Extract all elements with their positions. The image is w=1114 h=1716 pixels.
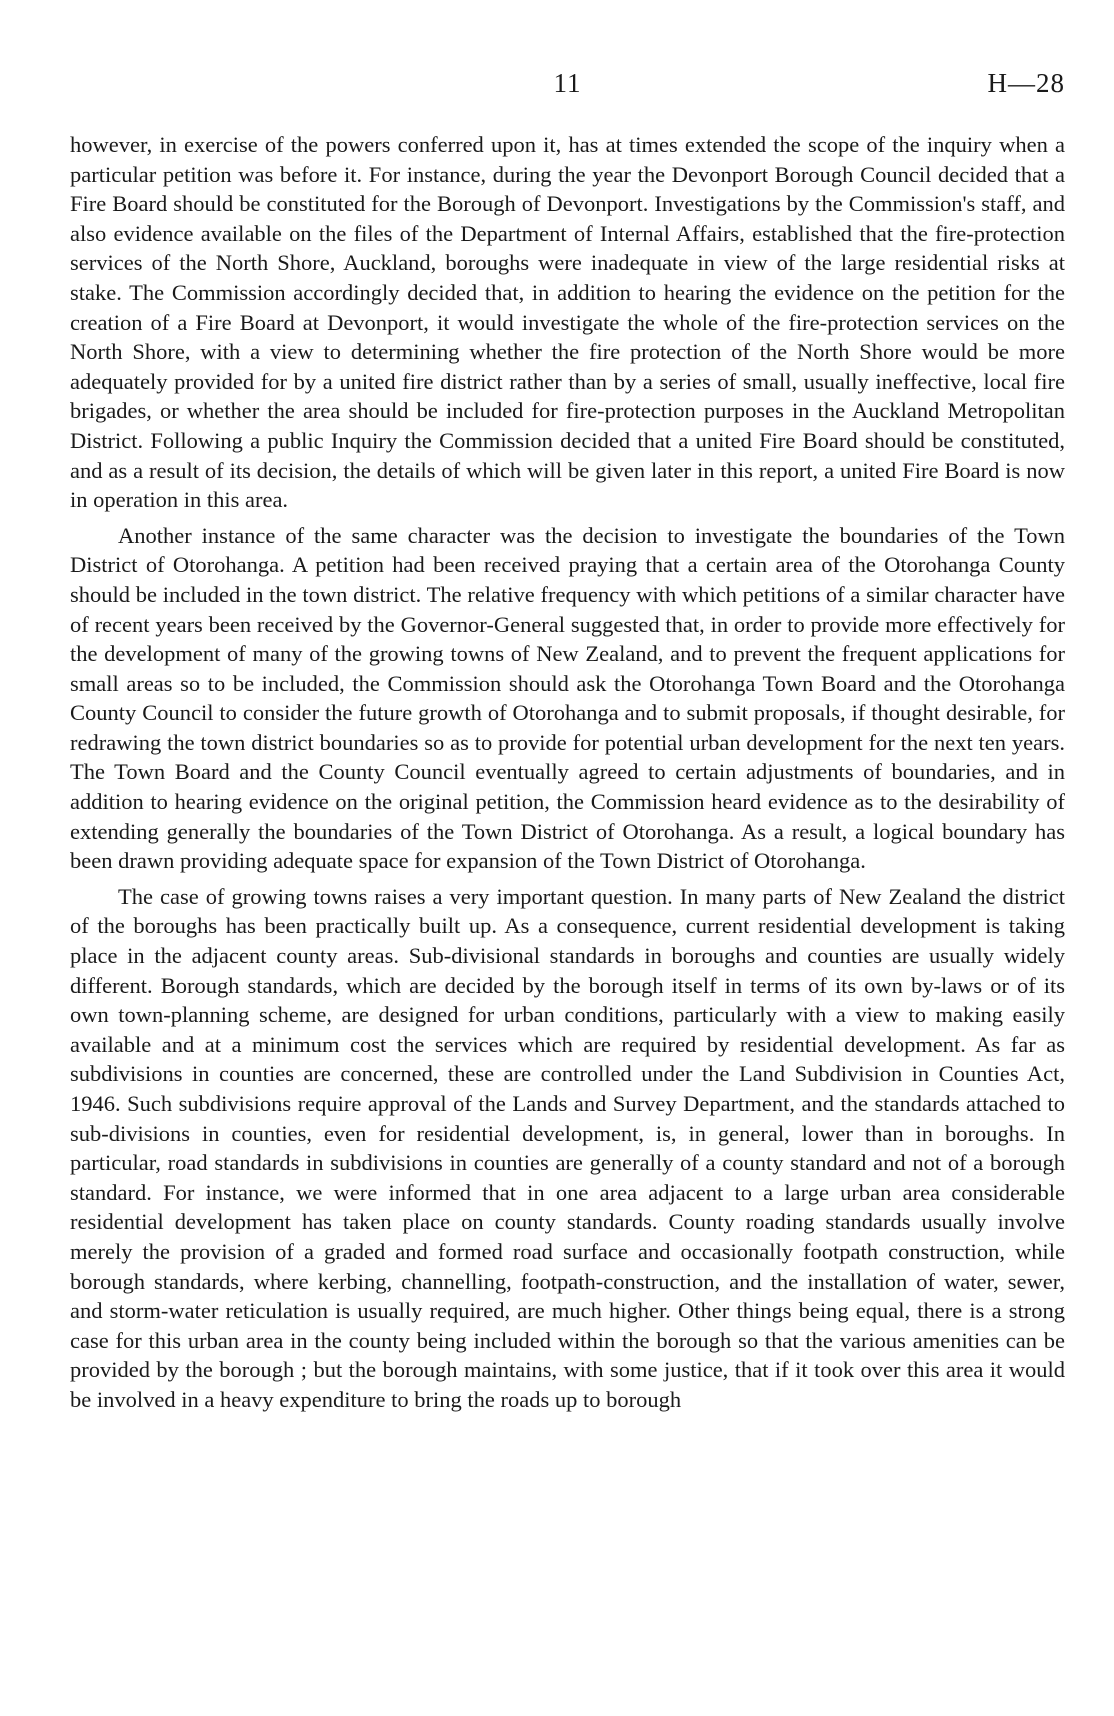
paragraph-growing-towns: The case of growing towns raises a very important question. In many parts of New Zealand the district of the boroughs has been practically built up. As a consequence, current residential development is taking place in the adjacent county areas. Sub-divisional standards in boroughs and counties are usually widely different. Borough standards, which are decided by the borough itself in terms of its own by-laws or of its own town-planning scheme, are designed for urban conditions, particularly with a view to making easily available and at a minimum cost the services which are required by residential development. As far as subdivisions in counties are concerned, these are controlled under the Land Subdivision in Counties Act, 1946. Such subdivisions require approval of the Lands and Survey Department, and the standards attached to sub-divisions in counties, even for residential development, is, in general, lower than in boroughs. In particular, road standards in subdivisions in counties are generally of a county standard and not of a borough standard. For instance, we were informed that in one area adjacent to a large urban area considerable residential development has taken place on county standards. County roading standards usually involve merely the provision of a graded and formed road surface and occasionally footpath construction, while borough standards, where kerbing, channelling, footpath-construction, and the installation of water, sewer, and storm-water reticulation is usually required, are much higher. Other things being equal, there is a strong case for this urban area in the county being included within the borough so that the various amenities can be provided by the borough ; but the borough maintains, with some justice, that if it took over this area it would be involved in a heavy expenditure to bring the roads up to borough [70,883,1065,1412]
page-header [70,68,1065,108]
body-text [70,130,1065,1415]
paragraph-fire-board: however, in exercise of the powers conferred upon it, has at times extended the scope of the inquiry when a particular petition was before it. For instance, during the year the Devonport Borough Council decided that a Fire Board should be constituted for the Borough of Devonport. Investigations by the Commission's staff, and also evidence available on the files of the Department of Internal Affairs, established that the fire-protection services of the North Shore, Auckland, boroughs were inadequate in view of the large residential risks at stake. The Commission accordingly decided that, in addition to hearing the evidence on the petition for the creation of a Fire Board at Devonport, it would investigate the whole of the fire-protection services on the North Shore, with a view to determining whether the fire protection of the North Shore would be more adequately provided for by a united fire district rather than by a series of small, usually ineffective, local fire brigades, or whether the area should be included for fire-protection purposes in the Auckland Metropolitan District. Following a public Inquiry the Commission decided that a united Fire Board should be constituted, and as a result of its decision, the details of which will be given later in this report, a united Fire Board is now in operation in this area. [70,132,1065,513]
document-reference: H—28 [987,68,1065,98]
paragraph-otorohanga: Another instance of the same character was the decision to investigate the boundaries of the Town District of Otorohanga. A petition had been received praying that a certain area of the Otorohanga County should be included in the town district. The relative frequency with which petitions of a similar character have of recent years been received by the Governor-General suggested that, in order to provide more effectively for the development of many of the growing towns of New Zealand, and to prevent the frequent applications for small areas so to be included, the Commission should ask the Otorohanga Town Board and the Otorohanga County Council to consider the future growth of Otorohanga and to submit proposals, if thought desirable, for redrawing the town district boundaries so as to provide for potential urban development for the next ten years. The Town Board and the County Council eventually agreed to certain adjustments of boundaries, and in addition to hearing evidence on the original petition, the Commission heard evidence as to the desirability of extending generally the boundaries of the Town District of Otorohanga. As a result, a logical boundary has been drawn providing adequate space for expansion of the Town District of Otorohanga. [70,522,1065,874]
page-number: 11 [553,68,582,98]
